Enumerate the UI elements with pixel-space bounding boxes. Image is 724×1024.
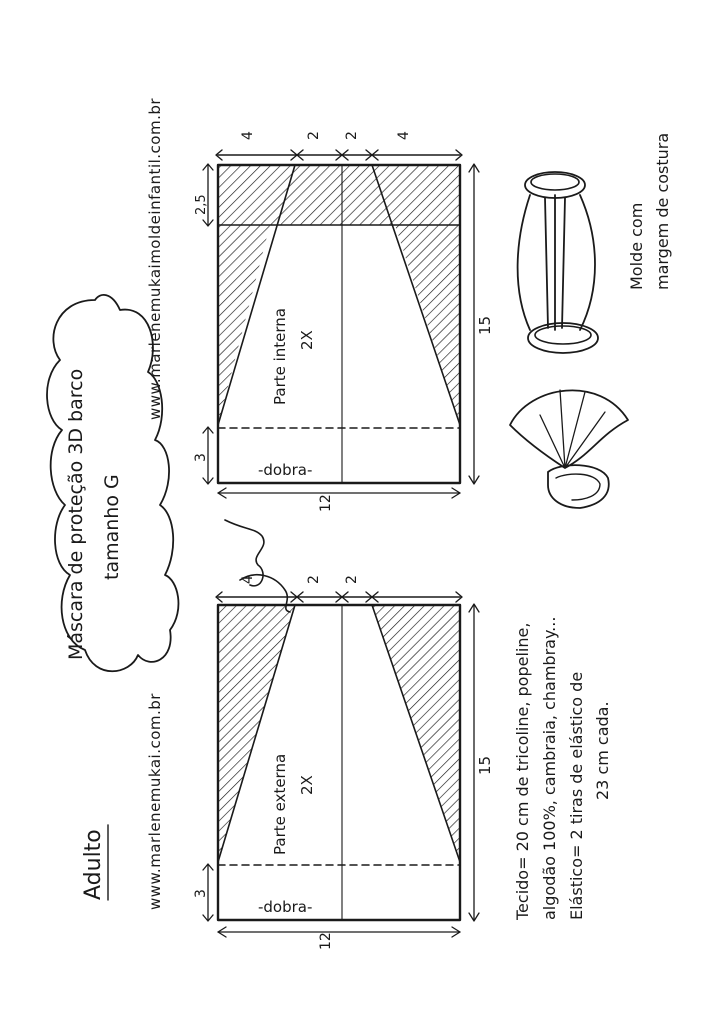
mask-sketch-front <box>510 390 628 508</box>
inner-part-name: Parte interna <box>271 308 289 405</box>
outer-part-name: Parte externa <box>271 753 289 855</box>
inner-part-count: 2X <box>298 330 316 350</box>
materials-line3: Elástico= 2 tiras de elástico de <box>567 671 586 920</box>
outer-dim-width: 12 <box>318 932 334 950</box>
outer-fold-label: -dobra- <box>258 898 313 916</box>
note-seam-line1: Molde com <box>627 202 646 290</box>
materials-line1: Tecido= 20 cm de tricoline, popeline, <box>513 622 532 920</box>
inner-dim-height: 15 <box>476 315 494 335</box>
inner-dim-top-left: 4 <box>240 131 256 140</box>
title-line2: tamanho G <box>101 474 123 580</box>
outer-dim-fold: 3 <box>193 889 209 898</box>
website-bottom: www.marlenemukai.com.br <box>146 693 164 910</box>
inner-dim-band: 2,5 <box>194 194 209 215</box>
inner-dim-width: 12 <box>318 494 334 512</box>
note-seam-line2: margem de costura <box>653 132 672 290</box>
inner-fold-label: -dobra- <box>258 461 313 479</box>
outer-part-count: 2X <box>298 775 316 795</box>
pattern-outer <box>193 575 494 950</box>
outer-dim-top-mid-right: 2 <box>344 575 360 584</box>
size-label: Adulto <box>81 829 106 900</box>
website-top: www.marlenemukaimoldeinfantil.com.br <box>146 97 164 420</box>
title-line1: Máscara de proteção 3D barco <box>65 368 87 660</box>
inner-band-hatch <box>218 165 460 225</box>
inner-left-hatch <box>218 225 270 425</box>
materials-note <box>513 617 612 921</box>
mask-sketch-side <box>518 172 598 353</box>
inner-dim-top-mid-right: 2 <box>344 131 360 140</box>
inner-dim-top-mid-left: 2 <box>306 131 322 140</box>
inner-dim-top-right: 4 <box>396 131 412 140</box>
outer-dim-top-left: 4 <box>240 575 256 584</box>
materials-line2: algodão 100%, cambraia, chambray... <box>540 616 559 920</box>
inner-dim-fold: 3 <box>193 453 209 462</box>
materials-line4: 23 cm cada. <box>593 701 612 800</box>
outer-dim-top-mid-left: 2 <box>306 575 322 584</box>
pattern-inner <box>193 131 494 512</box>
outer-dim-height: 15 <box>476 755 494 775</box>
